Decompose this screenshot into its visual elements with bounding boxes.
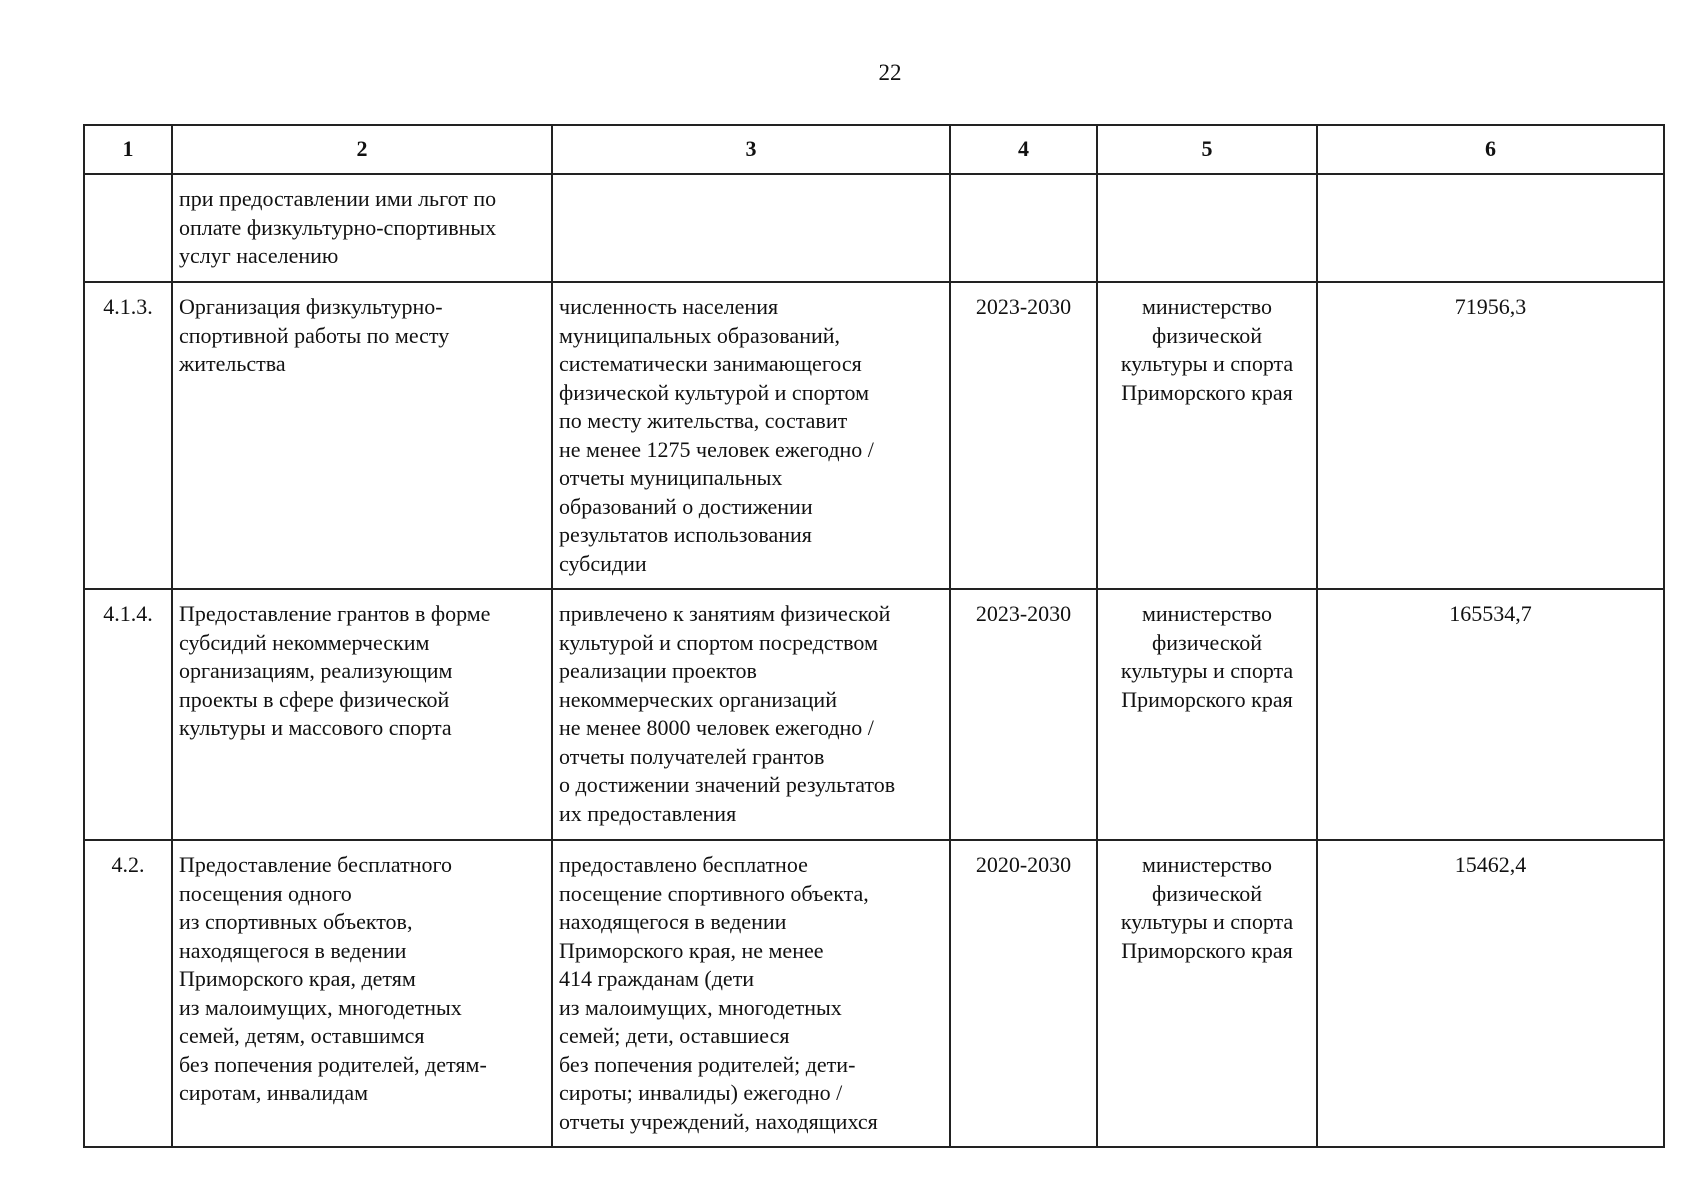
funding-amount: 165534,7	[1449, 601, 1532, 626]
period: 2023-2030	[975, 601, 1072, 626]
row-number-cell	[84, 589, 172, 840]
page-number: 22	[878, 60, 902, 85]
funding-amount: 15462,4	[1454, 852, 1527, 877]
column-header-5: 5	[1097, 125, 1317, 174]
period: 2023-2030	[975, 294, 1072, 319]
measure-name: Организация физкультурно- спортивной работы по месту жительства	[179, 294, 450, 376]
table-row	[84, 282, 1664, 589]
row-number: 4.1.4.	[103, 601, 153, 626]
expected-result-cell	[552, 589, 950, 840]
funding-amount-cell	[1317, 840, 1664, 1147]
table-row	[84, 589, 1664, 840]
row-number-cell	[84, 282, 172, 589]
executor: министерство физической культуры и спорта Приморского края	[1120, 294, 1294, 405]
measure-name-cell	[172, 282, 552, 589]
measure-name: при предоставлении ими льгот по оплате физкультурно-спортивных услуг населению	[179, 186, 497, 268]
row-number-cell	[84, 840, 172, 1147]
funding-amount-cell	[1317, 282, 1664, 589]
executor-cell	[1097, 840, 1317, 1147]
expected-result-cell	[552, 174, 950, 282]
row-number: 4.1.3.	[103, 294, 153, 319]
measure-name: Предоставление бесплатного посещения одного из спортивных объектов, находящегося в ведении Приморского края, детям из малоимущих, многодетных семей, детям, оставшимся без попечения родителей, детям- сиротам, инвалидам	[179, 852, 487, 1105]
column-header-2: 2	[172, 125, 552, 174]
table-row	[84, 840, 1664, 1147]
measure-name-cell	[172, 174, 552, 282]
column-header-3: 3	[552, 125, 950, 174]
row-number	[85, 175, 171, 193]
table-row	[84, 174, 1664, 282]
column-header-1: 1	[84, 125, 172, 174]
period-cell	[950, 174, 1097, 282]
expected-result-cell	[552, 282, 950, 589]
executor-cell	[1097, 282, 1317, 589]
measure-name-cell	[172, 840, 552, 1147]
measure-name: Предоставление грантов в форме субсидий некоммерческим организациям, реализующим проекты в сфере физической культуры и массового спорта	[179, 601, 491, 740]
funding-amount: 71956,3	[1454, 294, 1527, 319]
executor: министерство физической культуры и спорта Приморского края	[1120, 852, 1294, 963]
period: 2020-2030	[975, 852, 1072, 877]
expected-result: предоставлено бесплатное посещение спортивного объекта, находящегося в ведении Приморского края, не менее 414 гражданам (дети из малоимущих, многодетных семей; дети, оставшиеся без попечения родителей; дети- сироты; инвалиды) ежегодно / отчеты учреждений, находящихся	[559, 852, 878, 1134]
measure-name-cell	[172, 589, 552, 840]
expected-result-cell	[552, 840, 950, 1147]
expected-result: численность населения муниципальных образований, систематически занимающегося физической культурой и спортом по месту жительства, составит не менее 1275 человек ежегодно / отчеты муниципальных образований о достижении результатов использования субсидии	[559, 294, 874, 576]
expected-result: привлечено к занятиям физической культурой и спортом посредством реализации проектов некоммерческих организаций не менее 8000 человек ежегодно / отчеты получателей грантов о достижении значений результатов их предоставления	[559, 601, 896, 826]
funding-amount-cell	[1317, 174, 1664, 282]
executor-cell	[1097, 174, 1317, 282]
program-measures-table	[83, 124, 1665, 1148]
executor: министерство физической культуры и спорта Приморского края	[1120, 601, 1294, 712]
period	[951, 175, 1096, 193]
period-cell	[950, 840, 1097, 1147]
funding-amount	[1318, 175, 1663, 193]
period-cell	[950, 589, 1097, 840]
executor	[1098, 175, 1316, 193]
row-number: 4.2.	[111, 852, 145, 877]
column-header-4: 4	[950, 125, 1097, 174]
expected-result	[553, 175, 949, 193]
table-header-row	[84, 125, 1664, 174]
column-header-6: 6	[1317, 125, 1664, 174]
row-number-cell	[84, 174, 172, 282]
executor-cell	[1097, 589, 1317, 840]
period-cell	[950, 282, 1097, 589]
funding-amount-cell	[1317, 589, 1664, 840]
